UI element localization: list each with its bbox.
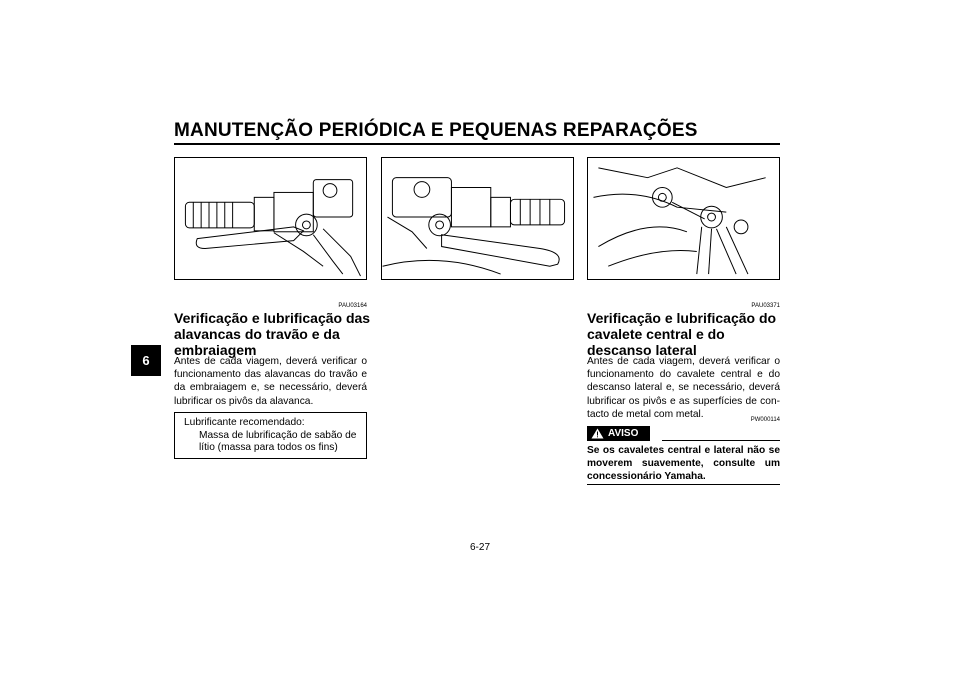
warning-label: AVISO [608, 428, 639, 439]
warning-code: PW000114 [750, 417, 780, 423]
section-body: Antes de cada viagem, deverá verificar o funcionamento das alavancas do travão e da embraiagem e, se necessário, deverá lubrificar os pivôs da alavanca. [174, 356, 367, 407]
warning-text: Se os cavaletes central e lateral não se moverem suavemente, consulte um concessionário Yamaha. [587, 445, 780, 483]
brake-lever-illustration [174, 157, 367, 280]
warning-rule [662, 440, 780, 441]
chapter-tab: 6 [131, 345, 161, 376]
lubricant-value: Massa de lubrificação de sabão de lítio (massa para todos os fins) [199, 429, 357, 454]
title-underline [174, 143, 780, 145]
section-heading: Verificação e lubrificação das alavancas do travão e da embraiagem [174, 310, 371, 358]
section-code: PAU03371 [751, 303, 780, 309]
section-heading: Verificação e lubrificação do cavalete central e do descanso lateral [587, 310, 777, 358]
warning-badge [587, 426, 650, 441]
clutch-lever-illustration [381, 157, 574, 280]
warning-header [587, 426, 780, 442]
page-number: 6-27 [469, 542, 490, 553]
warning-icon [591, 428, 604, 439]
warning-bottom-rule [587, 484, 780, 485]
page-title: MANUTENÇÃO PERIÓDICA E PEQUENAS REPARAÇÕES [174, 120, 698, 141]
section-code: PAU03164 [338, 303, 367, 309]
stand-illustration [587, 157, 780, 280]
lubricant-label: Lubrificante recomendado: [184, 417, 305, 428]
section-body: Antes de cada viagem, deverá verificar o funcionamento do cavalete central e do descanso lateral e, se necessário, deverá lubrificar os pivôs e as superfícies de con-tacto de metal com metal. [587, 356, 780, 420]
lubricant-box [174, 412, 367, 459]
